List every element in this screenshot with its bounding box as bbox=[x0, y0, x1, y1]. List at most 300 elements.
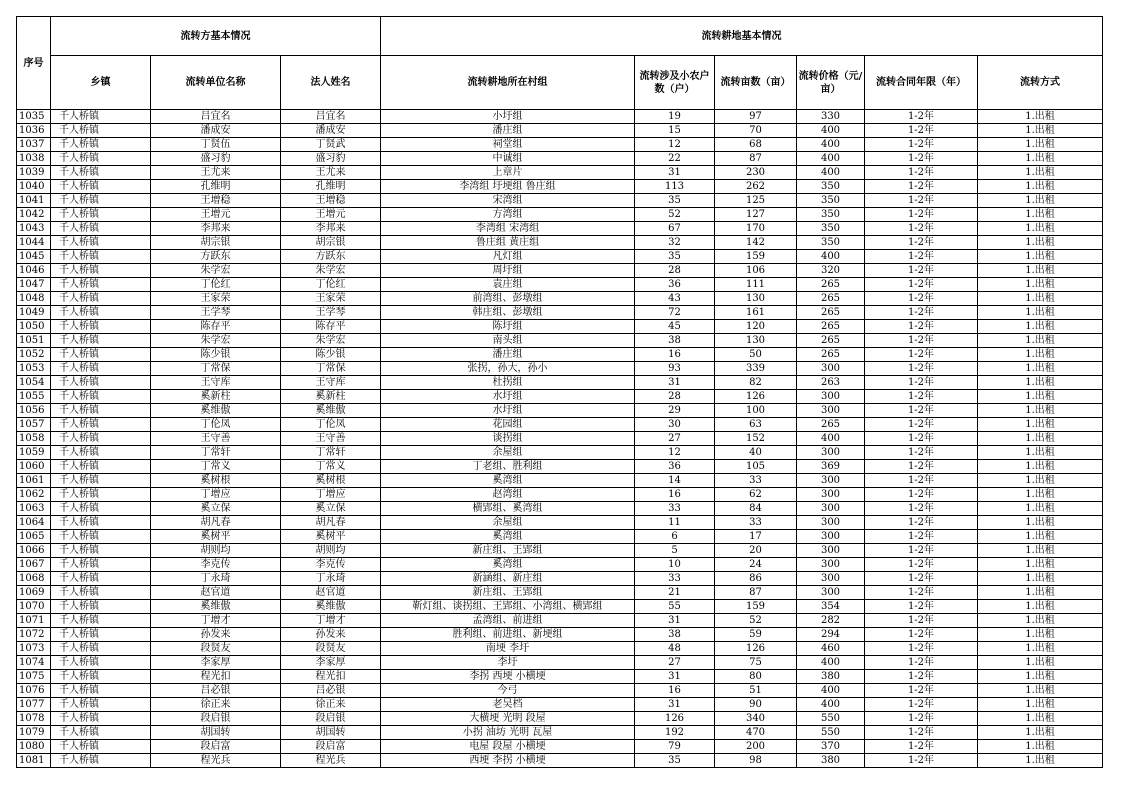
cell-town: 千人桥镇 bbox=[51, 194, 151, 208]
cell-seq: 1042 bbox=[17, 208, 51, 222]
header-town: 乡镇 bbox=[51, 56, 151, 110]
cell-unit-name: 吕必银 bbox=[151, 684, 281, 698]
cell-area: 59 bbox=[715, 628, 797, 642]
cell-households: 48 bbox=[635, 642, 715, 656]
cell-unit-name: 程光扣 bbox=[151, 670, 281, 684]
cell-seq: 1072 bbox=[17, 628, 51, 642]
cell-seq: 1076 bbox=[17, 684, 51, 698]
cell-price: 300 bbox=[797, 488, 865, 502]
cell-households: 6 bbox=[635, 530, 715, 544]
table-row bbox=[17, 684, 1103, 698]
cell-unit-name: 陈少银 bbox=[151, 348, 281, 362]
cell-town: 千人桥镇 bbox=[51, 180, 151, 194]
cell-method: 1.出租 bbox=[978, 236, 1103, 250]
cell-term: 1-2年 bbox=[865, 642, 978, 656]
cell-town: 千人桥镇 bbox=[51, 278, 151, 292]
cell-legal-person: 丁增才 bbox=[281, 614, 381, 628]
cell-households: 67 bbox=[635, 222, 715, 236]
cell-price: 380 bbox=[797, 670, 865, 684]
table-row bbox=[17, 726, 1103, 740]
cell-term: 1-2年 bbox=[865, 446, 978, 460]
cell-location: 余屋组 bbox=[381, 516, 635, 530]
cell-households: 55 bbox=[635, 600, 715, 614]
cell-town: 千人桥镇 bbox=[51, 124, 151, 138]
table-row bbox=[17, 628, 1103, 642]
cell-seq: 1039 bbox=[17, 166, 51, 180]
cell-households: 45 bbox=[635, 320, 715, 334]
cell-method: 1.出租 bbox=[978, 180, 1103, 194]
cell-location: 奚湾组 bbox=[381, 474, 635, 488]
cell-households: 12 bbox=[635, 138, 715, 152]
cell-town: 千人桥镇 bbox=[51, 362, 151, 376]
cell-legal-person: 王学琴 bbox=[281, 306, 381, 320]
cell-town: 千人桥镇 bbox=[51, 306, 151, 320]
table-row bbox=[17, 614, 1103, 628]
table-row bbox=[17, 600, 1103, 614]
cell-price: 265 bbox=[797, 292, 865, 306]
cell-households: 31 bbox=[635, 614, 715, 628]
cell-town: 千人桥镇 bbox=[51, 698, 151, 712]
header-term: 流转合同年限（年） bbox=[865, 56, 978, 110]
cell-seq: 1036 bbox=[17, 124, 51, 138]
cell-seq: 1041 bbox=[17, 194, 51, 208]
cell-area: 24 bbox=[715, 558, 797, 572]
cell-price: 350 bbox=[797, 194, 865, 208]
cell-town: 千人桥镇 bbox=[51, 208, 151, 222]
cell-price: 300 bbox=[797, 586, 865, 600]
table-row bbox=[17, 348, 1103, 362]
cell-seq: 1064 bbox=[17, 516, 51, 530]
cell-method: 1.出租 bbox=[978, 124, 1103, 138]
cell-area: 470 bbox=[715, 726, 797, 740]
cell-town: 千人桥镇 bbox=[51, 712, 151, 726]
cell-price: 265 bbox=[797, 320, 865, 334]
cell-legal-person: 丁常义 bbox=[281, 460, 381, 474]
cell-location: 奚湾组 bbox=[381, 558, 635, 572]
cell-town: 千人桥镇 bbox=[51, 600, 151, 614]
cell-method: 1.出租 bbox=[978, 264, 1103, 278]
cell-legal-person: 陈少银 bbox=[281, 348, 381, 362]
cell-method: 1.出租 bbox=[978, 250, 1103, 264]
header-households: 流转涉及小农户数（户） bbox=[635, 56, 715, 110]
cell-town: 千人桥镇 bbox=[51, 152, 151, 166]
cell-unit-name: 程光兵 bbox=[151, 754, 281, 768]
table-row bbox=[17, 362, 1103, 376]
cell-method: 1.出租 bbox=[978, 642, 1103, 656]
cell-unit-name: 段贤友 bbox=[151, 642, 281, 656]
cell-price: 300 bbox=[797, 558, 865, 572]
cell-households: 72 bbox=[635, 306, 715, 320]
cell-town: 千人桥镇 bbox=[51, 320, 151, 334]
cell-price: 300 bbox=[797, 530, 865, 544]
cell-seq: 1071 bbox=[17, 614, 51, 628]
header-location: 流转耕地所在村组 bbox=[381, 56, 635, 110]
cell-location: 奚湾组 bbox=[381, 530, 635, 544]
cell-method: 1.出租 bbox=[978, 390, 1103, 404]
cell-area: 126 bbox=[715, 642, 797, 656]
cell-price: 265 bbox=[797, 306, 865, 320]
cell-unit-name: 王增稳 bbox=[151, 194, 281, 208]
cell-price: 400 bbox=[797, 432, 865, 446]
cell-town: 千人桥镇 bbox=[51, 530, 151, 544]
cell-area: 230 bbox=[715, 166, 797, 180]
cell-legal-person: 李家厚 bbox=[281, 656, 381, 670]
cell-method: 1.出租 bbox=[978, 474, 1103, 488]
cell-term: 1-2年 bbox=[865, 544, 978, 558]
cell-term: 1-2年 bbox=[865, 754, 978, 768]
cell-unit-name: 孔维明 bbox=[151, 180, 281, 194]
cell-seq: 1055 bbox=[17, 390, 51, 404]
cell-location: 袁庄组 bbox=[381, 278, 635, 292]
cell-legal-person: 丁增应 bbox=[281, 488, 381, 502]
cell-location: 西埂 李拐 小横埂 bbox=[381, 754, 635, 768]
cell-location: 花园组 bbox=[381, 418, 635, 432]
cell-seq: 1056 bbox=[17, 404, 51, 418]
cell-legal-person: 胡则均 bbox=[281, 544, 381, 558]
cell-seq: 1070 bbox=[17, 600, 51, 614]
table-row bbox=[17, 516, 1103, 530]
cell-unit-name: 徐正来 bbox=[151, 698, 281, 712]
cell-area: 87 bbox=[715, 586, 797, 600]
cell-households: 38 bbox=[635, 628, 715, 642]
table-row bbox=[17, 180, 1103, 194]
cell-location: 孟湾组、前进组 bbox=[381, 614, 635, 628]
header-price: 流转价格（元/亩） bbox=[797, 56, 865, 110]
cell-seq: 1068 bbox=[17, 572, 51, 586]
cell-method: 1.出租 bbox=[978, 334, 1103, 348]
cell-area: 262 bbox=[715, 180, 797, 194]
table-row bbox=[17, 236, 1103, 250]
cell-location: 李拐 西埂 小横埂 bbox=[381, 670, 635, 684]
cell-seq: 1049 bbox=[17, 306, 51, 320]
header-legal-person: 法人姓名 bbox=[281, 56, 381, 110]
cell-price: 400 bbox=[797, 698, 865, 712]
cell-price: 350 bbox=[797, 180, 865, 194]
table-row bbox=[17, 418, 1103, 432]
cell-method: 1.出租 bbox=[978, 376, 1103, 390]
cell-legal-person: 王守善 bbox=[281, 432, 381, 446]
table-body bbox=[17, 110, 1103, 768]
cell-location: 前湾组、彭墩组 bbox=[381, 292, 635, 306]
cell-term: 1-2年 bbox=[865, 166, 978, 180]
cell-unit-name: 盛习豹 bbox=[151, 152, 281, 166]
cell-method: 1.出租 bbox=[978, 432, 1103, 446]
table-row bbox=[17, 250, 1103, 264]
cell-method: 1.出租 bbox=[978, 404, 1103, 418]
cell-price: 265 bbox=[797, 348, 865, 362]
cell-unit-name: 奚维傲 bbox=[151, 600, 281, 614]
cell-unit-name: 孙发来 bbox=[151, 628, 281, 642]
table-row bbox=[17, 152, 1103, 166]
cell-households: 16 bbox=[635, 684, 715, 698]
cell-town: 千人桥镇 bbox=[51, 222, 151, 236]
cell-unit-name: 丁伦凤 bbox=[151, 418, 281, 432]
table-row bbox=[17, 194, 1103, 208]
table-row bbox=[17, 278, 1103, 292]
cell-price: 400 bbox=[797, 152, 865, 166]
cell-seq: 1073 bbox=[17, 642, 51, 656]
table-row bbox=[17, 390, 1103, 404]
cell-method: 1.出租 bbox=[978, 278, 1103, 292]
cell-seq: 1062 bbox=[17, 488, 51, 502]
cell-price: 400 bbox=[797, 124, 865, 138]
cell-term: 1-2年 bbox=[865, 698, 978, 712]
cell-price: 300 bbox=[797, 516, 865, 530]
cell-price: 380 bbox=[797, 754, 865, 768]
cell-area: 142 bbox=[715, 236, 797, 250]
cell-seq: 1057 bbox=[17, 418, 51, 432]
cell-location: 新庄组、王郢组 bbox=[381, 586, 635, 600]
table-row bbox=[17, 208, 1103, 222]
cell-unit-name: 丁常义 bbox=[151, 460, 281, 474]
cell-location: 祠堂组 bbox=[381, 138, 635, 152]
cell-price: 300 bbox=[797, 502, 865, 516]
cell-unit-name: 胡凡春 bbox=[151, 516, 281, 530]
cell-price: 400 bbox=[797, 166, 865, 180]
cell-area: 20 bbox=[715, 544, 797, 558]
cell-legal-person: 奚维傲 bbox=[281, 600, 381, 614]
cell-area: 51 bbox=[715, 684, 797, 698]
table-row bbox=[17, 740, 1103, 754]
cell-unit-name: 奚立保 bbox=[151, 502, 281, 516]
cell-method: 1.出租 bbox=[978, 320, 1103, 334]
cell-seq: 1045 bbox=[17, 250, 51, 264]
cell-location: 鲁庄组 黄庄组 bbox=[381, 236, 635, 250]
cell-seq: 1035 bbox=[17, 110, 51, 124]
cell-area: 159 bbox=[715, 600, 797, 614]
cell-seq: 1066 bbox=[17, 544, 51, 558]
cell-unit-name: 丁增应 bbox=[151, 488, 281, 502]
cell-seq: 1079 bbox=[17, 726, 51, 740]
cell-legal-person: 朱学宏 bbox=[281, 264, 381, 278]
cell-location: 横郢组、奚湾组 bbox=[381, 502, 635, 516]
cell-term: 1-2年 bbox=[865, 656, 978, 670]
cell-unit-name: 胡宗银 bbox=[151, 236, 281, 250]
cell-town: 千人桥镇 bbox=[51, 236, 151, 250]
cell-town: 千人桥镇 bbox=[51, 628, 151, 642]
cell-term: 1-2年 bbox=[865, 684, 978, 698]
cell-area: 106 bbox=[715, 264, 797, 278]
cell-unit-name: 赵官道 bbox=[151, 586, 281, 600]
cell-location: 南头组 bbox=[381, 334, 635, 348]
cell-term: 1-2年 bbox=[865, 502, 978, 516]
cell-term: 1-2年 bbox=[865, 250, 978, 264]
cell-area: 97 bbox=[715, 110, 797, 124]
cell-town: 千人桥镇 bbox=[51, 670, 151, 684]
cell-term: 1-2年 bbox=[865, 474, 978, 488]
cell-price: 300 bbox=[797, 572, 865, 586]
cell-location: 今弓 bbox=[381, 684, 635, 698]
cell-price: 300 bbox=[797, 390, 865, 404]
cell-seq: 1075 bbox=[17, 670, 51, 684]
cell-legal-person: 胡国转 bbox=[281, 726, 381, 740]
cell-location: 潘庄组 bbox=[381, 124, 635, 138]
cell-unit-name: 王增元 bbox=[151, 208, 281, 222]
cell-households: 10 bbox=[635, 558, 715, 572]
cell-price: 370 bbox=[797, 740, 865, 754]
cell-area: 111 bbox=[715, 278, 797, 292]
cell-legal-person: 孔维明 bbox=[281, 180, 381, 194]
cell-seq: 1077 bbox=[17, 698, 51, 712]
cell-town: 千人桥镇 bbox=[51, 264, 151, 278]
cell-unit-name: 李邦来 bbox=[151, 222, 281, 236]
cell-location: 水圩组 bbox=[381, 390, 635, 404]
cell-unit-name: 王家荣 bbox=[151, 292, 281, 306]
cell-town: 千人桥镇 bbox=[51, 642, 151, 656]
cell-term: 1-2年 bbox=[865, 138, 978, 152]
cell-area: 90 bbox=[715, 698, 797, 712]
cell-price: 282 bbox=[797, 614, 865, 628]
cell-location: 新庄组、王郢组 bbox=[381, 544, 635, 558]
cell-location: 李湾组 圩埂组 鲁庄组 bbox=[381, 180, 635, 194]
cell-area: 170 bbox=[715, 222, 797, 236]
cell-term: 1-2年 bbox=[865, 320, 978, 334]
cell-town: 千人桥镇 bbox=[51, 726, 151, 740]
table-row bbox=[17, 488, 1103, 502]
cell-seq: 1044 bbox=[17, 236, 51, 250]
cell-price: 369 bbox=[797, 460, 865, 474]
cell-price: 300 bbox=[797, 474, 865, 488]
cell-unit-name: 丁常保 bbox=[151, 362, 281, 376]
cell-price: 350 bbox=[797, 208, 865, 222]
cell-area: 68 bbox=[715, 138, 797, 152]
table-row bbox=[17, 656, 1103, 670]
cell-legal-person: 程光扣 bbox=[281, 670, 381, 684]
cell-price: 300 bbox=[797, 404, 865, 418]
cell-location: 潘庄组 bbox=[381, 348, 635, 362]
cell-legal-person: 王守库 bbox=[281, 376, 381, 390]
cell-method: 1.出租 bbox=[978, 698, 1103, 712]
cell-location: 上章片 bbox=[381, 166, 635, 180]
cell-seq: 1048 bbox=[17, 292, 51, 306]
cell-legal-person: 奚立保 bbox=[281, 502, 381, 516]
cell-area: 130 bbox=[715, 292, 797, 306]
cell-households: 16 bbox=[635, 488, 715, 502]
cell-households: 35 bbox=[635, 250, 715, 264]
header-method: 流转方式 bbox=[978, 56, 1103, 110]
header-group-land: 流转耕地基本情况 bbox=[381, 17, 1103, 56]
cell-legal-person: 方跃东 bbox=[281, 250, 381, 264]
cell-households: 113 bbox=[635, 180, 715, 194]
cell-area: 98 bbox=[715, 754, 797, 768]
cell-households: 31 bbox=[635, 166, 715, 180]
cell-method: 1.出租 bbox=[978, 740, 1103, 754]
cell-location: 杜拐组 bbox=[381, 376, 635, 390]
cell-households: 12 bbox=[635, 446, 715, 460]
cell-households: 43 bbox=[635, 292, 715, 306]
table-row bbox=[17, 110, 1103, 124]
cell-town: 千人桥镇 bbox=[51, 488, 151, 502]
cell-area: 70 bbox=[715, 124, 797, 138]
cell-seq: 1058 bbox=[17, 432, 51, 446]
cell-term: 1-2年 bbox=[865, 334, 978, 348]
cell-seq: 1052 bbox=[17, 348, 51, 362]
cell-households: 27 bbox=[635, 656, 715, 670]
cell-households: 32 bbox=[635, 236, 715, 250]
cell-method: 1.出租 bbox=[978, 348, 1103, 362]
cell-method: 1.出租 bbox=[978, 446, 1103, 460]
cell-legal-person: 段启富 bbox=[281, 740, 381, 754]
cell-area: 127 bbox=[715, 208, 797, 222]
cell-households: 31 bbox=[635, 698, 715, 712]
cell-price: 350 bbox=[797, 236, 865, 250]
cell-method: 1.出租 bbox=[978, 670, 1103, 684]
cell-seq: 1059 bbox=[17, 446, 51, 460]
cell-unit-name: 陈存平 bbox=[151, 320, 281, 334]
cell-households: 21 bbox=[635, 586, 715, 600]
cell-households: 33 bbox=[635, 572, 715, 586]
cell-area: 75 bbox=[715, 656, 797, 670]
cell-legal-person: 陈存平 bbox=[281, 320, 381, 334]
cell-term: 1-2年 bbox=[865, 376, 978, 390]
cell-area: 84 bbox=[715, 502, 797, 516]
cell-term: 1-2年 bbox=[865, 194, 978, 208]
cell-location: 大横埂 光明 段屋 bbox=[381, 712, 635, 726]
cell-term: 1-2年 bbox=[865, 558, 978, 572]
cell-seq: 1074 bbox=[17, 656, 51, 670]
cell-price: 350 bbox=[797, 222, 865, 236]
cell-households: 31 bbox=[635, 376, 715, 390]
cell-price: 330 bbox=[797, 110, 865, 124]
cell-unit-name: 丁永琦 bbox=[151, 572, 281, 586]
cell-seq: 1046 bbox=[17, 264, 51, 278]
cell-term: 1-2年 bbox=[865, 586, 978, 600]
cell-households: 28 bbox=[635, 390, 715, 404]
cell-town: 千人桥镇 bbox=[51, 544, 151, 558]
cell-legal-person: 胡凡春 bbox=[281, 516, 381, 530]
cell-method: 1.出租 bbox=[978, 600, 1103, 614]
table-row bbox=[17, 754, 1103, 768]
cell-town: 千人桥镇 bbox=[51, 390, 151, 404]
cell-town: 千人桥镇 bbox=[51, 138, 151, 152]
cell-legal-person: 段贤友 bbox=[281, 642, 381, 656]
table-row bbox=[17, 432, 1103, 446]
cell-households: 36 bbox=[635, 278, 715, 292]
cell-term: 1-2年 bbox=[865, 222, 978, 236]
cell-price: 320 bbox=[797, 264, 865, 278]
cell-area: 161 bbox=[715, 306, 797, 320]
cell-area: 50 bbox=[715, 348, 797, 362]
cell-unit-name: 奚树根 bbox=[151, 474, 281, 488]
cell-term: 1-2年 bbox=[865, 460, 978, 474]
cell-households: 38 bbox=[635, 334, 715, 348]
cell-location: 韩庄组、彭墩组 bbox=[381, 306, 635, 320]
cell-households: 79 bbox=[635, 740, 715, 754]
table-row bbox=[17, 712, 1103, 726]
cell-method: 1.出租 bbox=[978, 110, 1103, 124]
cell-term: 1-2年 bbox=[865, 348, 978, 362]
cell-area: 63 bbox=[715, 418, 797, 432]
table-row bbox=[17, 222, 1103, 236]
cell-method: 1.出租 bbox=[978, 418, 1103, 432]
table-row bbox=[17, 124, 1103, 138]
cell-town: 千人桥镇 bbox=[51, 166, 151, 180]
cell-location: 周圩组 bbox=[381, 264, 635, 278]
cell-method: 1.出租 bbox=[978, 502, 1103, 516]
table-row bbox=[17, 138, 1103, 152]
cell-area: 62 bbox=[715, 488, 797, 502]
cell-legal-person: 丁永琦 bbox=[281, 572, 381, 586]
cell-legal-person: 丁常保 bbox=[281, 362, 381, 376]
cell-method: 1.出租 bbox=[978, 362, 1103, 376]
cell-price: 400 bbox=[797, 656, 865, 670]
cell-seq: 1050 bbox=[17, 320, 51, 334]
cell-term: 1-2年 bbox=[865, 628, 978, 642]
cell-location: 赵湾组 bbox=[381, 488, 635, 502]
cell-town: 千人桥镇 bbox=[51, 558, 151, 572]
cell-seq: 1053 bbox=[17, 362, 51, 376]
cell-price: 300 bbox=[797, 544, 865, 558]
